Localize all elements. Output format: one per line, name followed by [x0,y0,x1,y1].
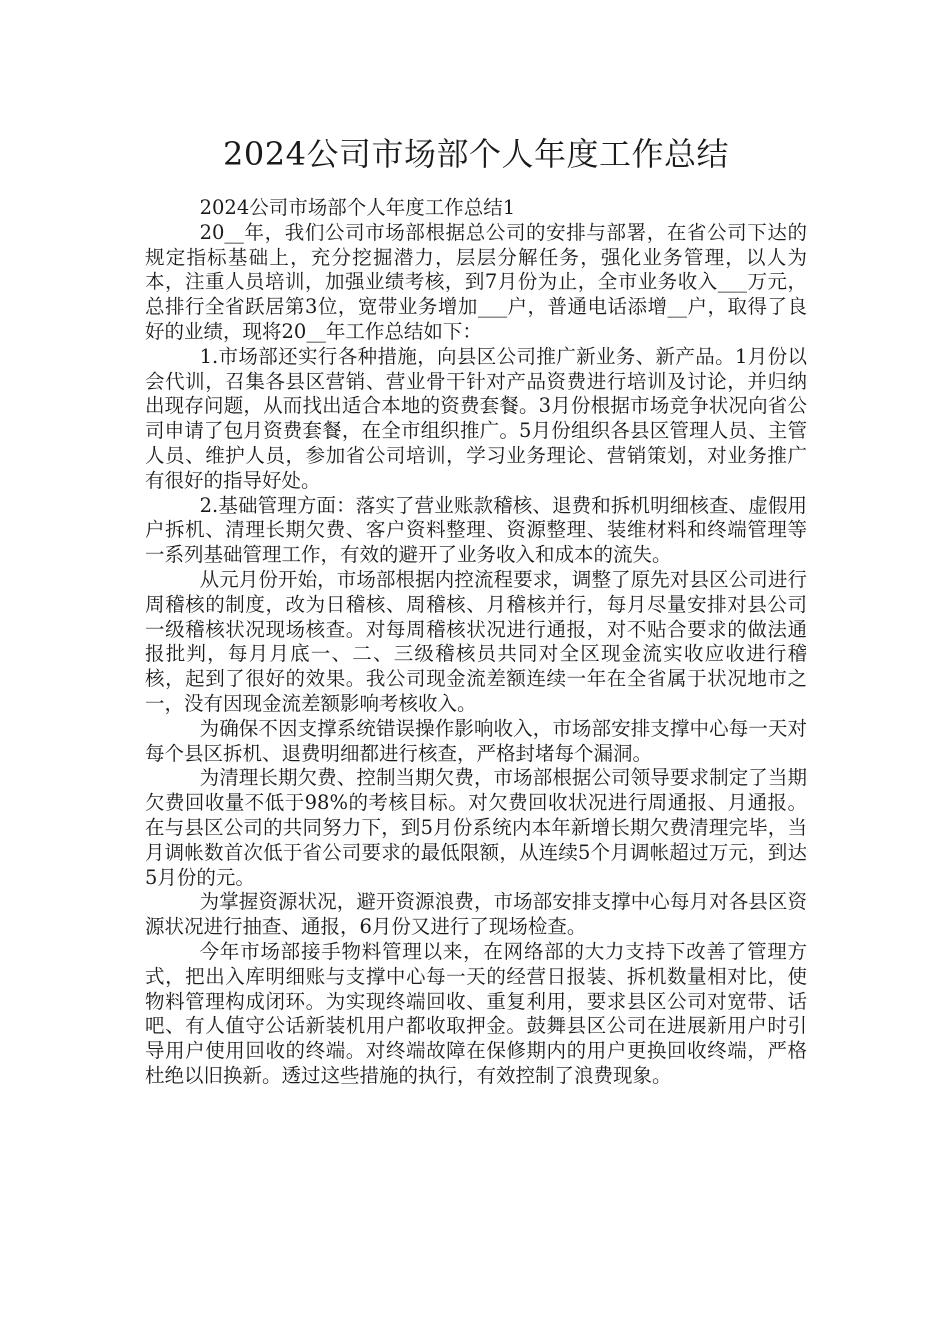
body-paragraph: 今年市场部接手物料管理以来，在网络部的大力支持下改善了管理方式，把出入库明细账与支撑中心每一天的经营日报装、拆机数量相对比，使物料管理构成闭环。为实现终端回收、重复利用，要求县区公司对宽带、话吧、有人值守公话新装机用户都收取押金。鼓舞县区公司在进展新用户时引导用户使用回收的终端。对终端故障在保修期内的用户更换回收终端，严格杜绝以旧换新。透过这些措施的执行，有效控制了浪费现象。 [145,939,807,1087]
body-paragraph: 为确保不因支撑系统错误操作影响收入，市场部安排支撑中心每一天对每个县区拆机、退费明细都进行核查，严格封堵每个漏洞。 [145,716,807,765]
document-page [145,0,807,1089]
document-title: 2024公司市场部个人年度工作总结 [223,135,729,173]
body-paragraph: 为掌握资源状况，避开资源浪费，市场部安排支撑中心每月对各县区资源状况进行抽查、通报，6月份又进行了现场检查。 [145,890,807,939]
intro-paragraph: 20__年，我们公司市场部根据总公司的安排与部署，在省公司下达的规定指标基础上，充分挖掘潜力，层层分解任务，强化业务管理，以人为本，注重人员培训，加强业绩考核，到7月份为止，全市业务收入___万元，总排行全省跃居第3位，宽带业务增加___户，普通电话添增__户，取得了良好的业绩，现将20__年工作总结如下： [145,220,807,343]
document-body [145,196,807,1089]
subtitle-paragraph: 2024公司市场部个人年度工作总结1 [199,196,516,219]
body-paragraph: 1.市场部还实行各种措施，向县区公司推广新业务、新产品。1月份以会代训，召集各县区营销、营业骨干针对产品资费进行培训及讨论，并归纳出现存问题，从而找出适合本地的资费套餐。3月份根据市场竞争状况向省公司申请了包月资费套餐，在全市组织推广。5月份组织各县区管理人员、主管人员、维护人员，参加省公司培训，学习业务理论、营销策划，对业务推广有很好的指导好处。 [145,344,807,492]
body-paragraph: 为清理长期欠费、控制当期欠费，市场部根据公司领导要求制定了当期欠费回收量不低于98%的考核目标。对欠费回收状况进行周通报、月通报。在与县区公司的共同努力下，到5月份系统内本年新增长期欠费清理完毕，当月调帐数首次低于省公司要求的最低限额，从连续5个月调帐超过万元，到达5月份的元。 [145,766,807,889]
body-paragraph: 2.基础管理方面：落实了营业账款稽核、退费和拆机明细核查、虚假用户拆机、清理长期欠费、客户资料整理、资源整理、装维材料和终端管理等一系列基础管理工作，有效的避开了业务收入和成本的流失。 [145,493,807,567]
body-paragraph: 从元月份开始，市场部根据内控流程要求，调整了原先对县区公司进行周稽核的制度，改为日稽核、周稽核、月稽核并行，每月尽量安排对县公司一级稽核状况现场核查。对每周稽核状况进行通报，对不贴合要求的做法通报批判，每月月底一、二、三级稽核员共同对全区现金流实收应收进行稽核，起到了很好的效果。我公司现金流差额连续一年在全省属于状况地市之一，没有因现金流差额影响考核收入。 [145,567,807,715]
